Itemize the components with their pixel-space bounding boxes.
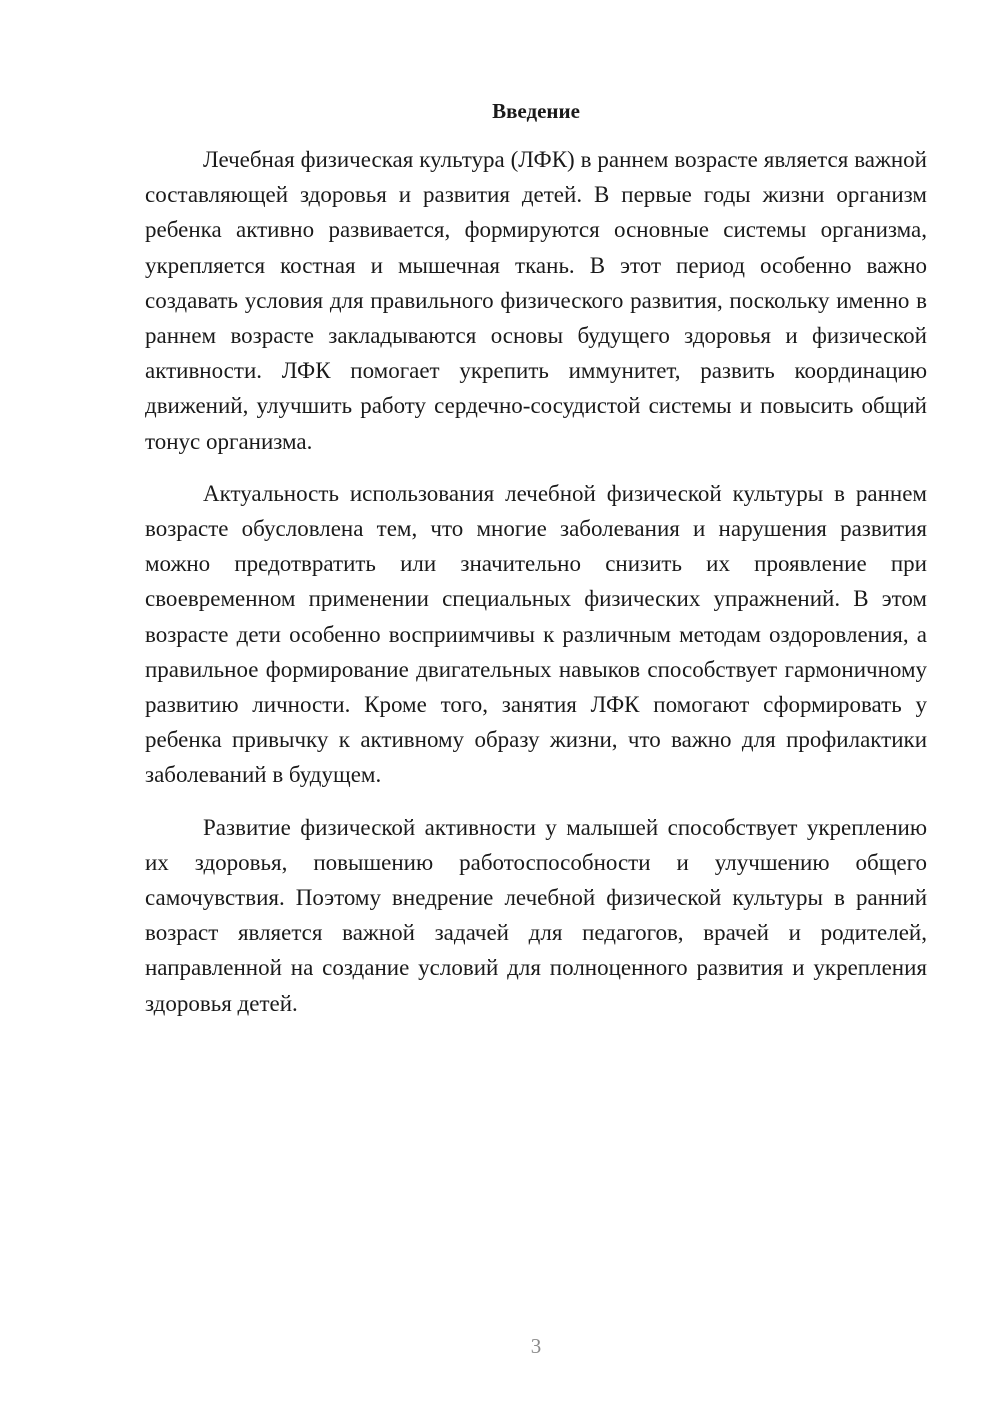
page-number: 3 (530, 1334, 542, 1358)
paragraph-3: Развитие физической активности у малышей способствует укреплению их здоровья, повышению работоспособности и улучшению общего самочувствия. Поэтому внедрение лечебной физической культуры в ранний возраст является важной задачей для педагогов, врачей и родителей, направленной на создание условий для полноценного развития и укрепления здоровья детей. (145, 814, 927, 1016)
paragraph-1: Лечебная физическая культура (ЛФК) в раннем возрасте является важной составляющей здоровья и развития детей. В первые годы жизни организм ребенка активно развивается, формируются основные системы организма, укрепляется костная и мышечная ткань. В этот период особенно важно создавать условия для правильного физического развития, поскольку именно в раннем возрасте закладываются основы будущего здоровья и физической активности. ЛФК помогает укрепить иммунитет, развить координацию движений, улучшить работу сердечно-сосудистой системы и повысить общий тонус организма. (145, 147, 927, 454)
body-text (145, 142, 927, 1038)
paragraph-2: Актуальность использования лечебной физической культуры в раннем возрасте обусловлена тем, что многие заболевания и нарушения развития можно предотвратить или значительно снизить их проявление при своевременном применении специальных физических упражнений. В этом возрасте дети особенно восприимчивы к различным методам оздоровления, а правильное формирование двигательных навыков способствует гармоничному развитию личности. Кроме того, занятия ЛФК помогают сформировать у ребенка привычку к активному образу жизни, что важно для профилактики заболеваний в будущем. (145, 480, 927, 788)
page-title: Введение (492, 99, 580, 123)
